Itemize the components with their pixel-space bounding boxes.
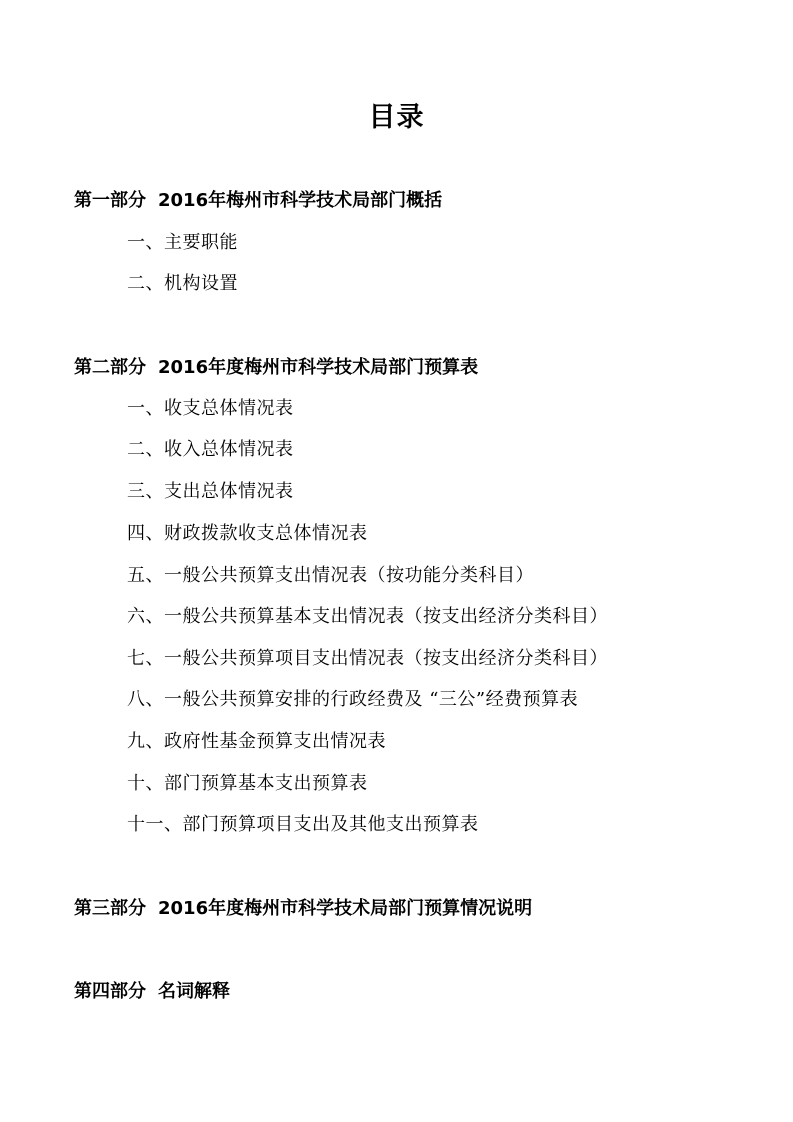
toc-item: 十一、部门预算项目支出及其他支出预算表 xyxy=(127,814,479,835)
toc-item: 二、机构设置 xyxy=(127,273,238,294)
part-heading xyxy=(74,979,230,1005)
toc-item: 四、财政拨款收支总体情况表 xyxy=(127,523,368,544)
part-number: 第一部分 xyxy=(74,190,146,211)
part-number: 第三部分 xyxy=(74,898,146,919)
toc-item: 六、一般公共预算基本支出情况表（按支出经济分类科目） xyxy=(127,606,608,627)
toc-item: 三、支出总体情况表 xyxy=(127,481,294,502)
part-heading xyxy=(74,896,532,922)
part-heading xyxy=(74,355,478,381)
part-title: 2016年梅州市科学技术局部门概括 xyxy=(158,190,443,211)
page-title: 目录 xyxy=(368,102,425,133)
part-number: 第二部分 xyxy=(74,357,146,378)
toc-item: 一、主要职能 xyxy=(127,232,238,253)
toc-item: 二、收入总体情况表 xyxy=(127,439,294,460)
part-title: 2016年度梅州市科学技术局部门预算表 xyxy=(158,357,479,378)
toc-item: 七、一般公共预算项目支出情况表（按支出经济分类科目） xyxy=(127,648,608,669)
part-heading xyxy=(74,188,442,214)
toc-item: 五、一般公共预算支出情况表（按功能分类科目） xyxy=(127,565,534,586)
part-title: 名词解释 xyxy=(158,981,230,1002)
toc-item: 八、一般公共预算安排的行政经费及 “三公”经费预算表 xyxy=(127,689,579,710)
toc-item: 一、收支总体情况表 xyxy=(127,398,294,419)
part-title: 2016年度梅州市科学技术局部门预算情况说明 xyxy=(158,898,533,919)
part-number: 第四部分 xyxy=(74,981,146,1002)
toc-item: 十、部门预算基本支出预算表 xyxy=(127,773,368,794)
toc-item: 九、政府性基金预算支出情况表 xyxy=(127,731,386,752)
